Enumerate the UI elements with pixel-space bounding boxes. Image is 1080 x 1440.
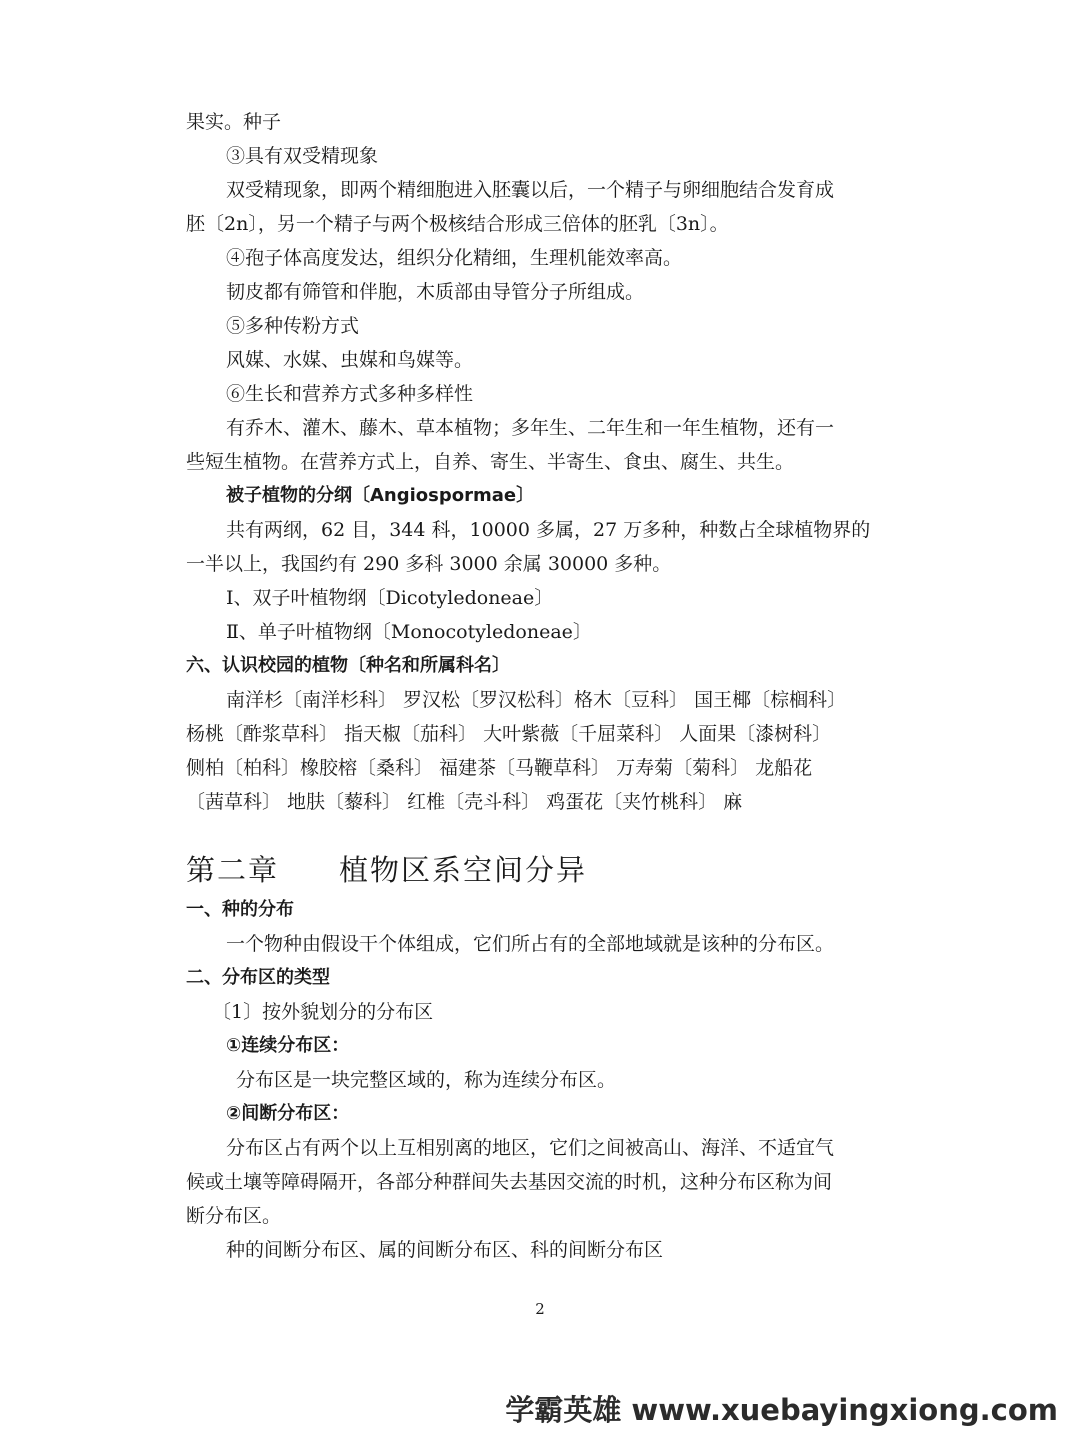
paragraph-line: 一个物种由假设干个体组成，它们所占有的全部地域就是该种的分布区。 [226,933,835,955]
text-line: 果实。种子 [186,111,282,133]
subheading: ①连续分布区： [226,1035,350,1056]
paragraph-line: 一半以上，我国约有 290 多科 3000 余属 30000 多种。 [186,553,672,575]
plant-list-line: 〔茜草科〕 地肤〔藜科〕 红椎〔壳斗科〕 鸡蛋花〔夹竹桃科〕 麻 [186,791,743,813]
paragraph-line: 风媒、水媒、虫媒和鸟媒等。 [226,349,474,371]
list-heading: ③具有双受精现象 [226,145,379,167]
subheading: ②间断分布区： [226,1103,350,1124]
paragraph-line: 有乔木、灌木、藤木、草本植物；多年生、二年生和一年生植物，还有一 [226,417,835,439]
paragraph-line: 候或土壤等障碍隔开，各部分种群间失去基因交流的时机，这种分布区称为间 [186,1171,833,1193]
subsection-heading: 〔1〕按外貌划分的分布区 [212,1001,434,1023]
class-item: Ⅱ、单子叶植物纲〔Monocotyledoneae〕 [226,621,592,643]
paragraph-line: 共有两纲，62 目，344 科，10000 多属，27 万多种，种数占全球植物界的 [226,519,871,541]
watermark: 学霸英雄 www.xuebayingxiong.com [505,1393,1058,1427]
plant-list-line: 杨桃〔酢浆草科〕 指天椒〔茄科〕 大叶紫薇〔千屈菜科〕 人面果〔漆树科〕 [186,723,832,745]
page-number: 2 [535,1300,545,1318]
paragraph-line: 韧皮都有筛管和伴胞，木质部由导管分子所组成。 [226,281,645,303]
plant-list-line: 侧柏〔柏科〕橡胶榕〔桑科〕 福建茶〔马鞭草科〕 万寿菊〔菊科〕 龙船花 [186,757,813,779]
paragraph-line: 断分布区。 [186,1205,282,1227]
section-heading: 二、分布区的类型 [186,967,330,988]
plant-list-line: 南洋杉〔南洋杉科〕 罗汉松〔罗汉松科〕格木〔豆科〕 国王椰〔棕榈科〕 [226,689,847,711]
paragraph-line: 胚〔2n〕，另一个精子与两个极核结合形成三倍体的胚乳〔3n〕。 [186,213,729,235]
list-heading: ⑥生长和营养方式多种多样性 [226,383,474,405]
paragraph-line: 分布区占有两个以上互相别离的地区，它们之间被高山、海洋、不适宜气 [226,1137,835,1159]
chapter-title [186,852,587,888]
paragraph-line: 种的间断分布区、属的间断分布区、科的间断分布区 [226,1239,664,1261]
paragraph-line: 些短生植物。在营养方式上，自养、寄生、半寄生、食虫、腐生、共生。 [186,451,795,473]
section-heading: 六、认识校园的植物〔种名和所属科名〕 [186,655,510,676]
class-item: Ⅰ、双子叶植物纲〔Dicotyledoneae〕 [226,587,554,609]
list-heading: ④孢子体高度发达，组织分化精细，生理机能效率高。 [226,247,683,269]
paragraph-line: 双受精现象，即两个精细胞进入胚囊以后，一个精子与卵细胞结合发育成 [226,179,835,201]
chapter-number: 第二章 [186,853,280,887]
list-heading: ⑤多种传粉方式 [226,315,360,337]
subheading: 被子植物的分纲〔Angiospormae〕 [226,485,535,506]
paragraph-line: 分布区是一块完整区域的，称为连续分布区。 [236,1069,617,1091]
chapter-name: 植物区系空间分异 [339,853,588,887]
section-heading: 一、种的分布 [186,899,294,920]
